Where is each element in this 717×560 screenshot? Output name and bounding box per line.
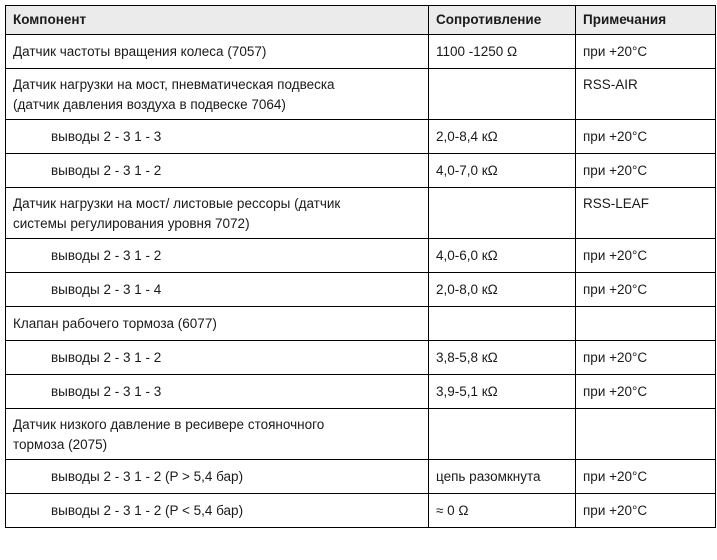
table-header-row xyxy=(6,6,716,35)
table-row xyxy=(6,154,716,188)
component-cell xyxy=(6,409,429,460)
note-cell: при +20°C xyxy=(576,341,716,375)
table-row xyxy=(6,69,716,120)
table-row xyxy=(6,188,716,239)
resistance-table-container xyxy=(5,5,715,528)
table-row xyxy=(6,460,716,494)
component-cell: Клапан рабочего тормоза (6077) xyxy=(6,307,429,341)
resistance-cell xyxy=(429,69,576,120)
table-row xyxy=(6,409,716,460)
note-cell: RSS-AIR xyxy=(576,69,716,120)
header-resistance: Сопротивление xyxy=(429,6,576,35)
resistance-cell: 4,0-7,0 кΩ xyxy=(429,154,576,188)
note-cell: при +20°C xyxy=(576,239,716,273)
table-row xyxy=(6,494,716,528)
resistance-cell: 1100 -1250 Ω xyxy=(429,35,576,69)
table-row xyxy=(6,341,716,375)
note-cell: RSS-LEAF xyxy=(576,188,716,239)
table-row xyxy=(6,239,716,273)
component-line: Датчик нагрузки на мост/ листовые рессоры (датчик xyxy=(13,196,341,211)
component-cell: выводы 2 - 3 1 - 2 xyxy=(6,154,429,188)
resistance-cell: 2,0-8,4 кΩ xyxy=(429,120,576,154)
component-cell: выводы 2 - 3 1 - 2 xyxy=(6,341,429,375)
resistance-cell: 2,0-8,0 кΩ xyxy=(429,273,576,307)
header-notes: Примечания xyxy=(576,6,716,35)
resistance-table xyxy=(5,5,716,528)
resistance-cell xyxy=(429,307,576,341)
component-line: Датчик низкого давление в ресивере стояночного xyxy=(13,417,325,432)
component-cell: выводы 2 - 3 1 - 2 (P > 5,4 бар) xyxy=(6,460,429,494)
note-cell xyxy=(576,409,716,460)
note-cell xyxy=(576,307,716,341)
note-cell: при +20°C xyxy=(576,35,716,69)
component-line: тормоза (2075) xyxy=(13,437,108,452)
resistance-cell: 3,8-5,8 кΩ xyxy=(429,341,576,375)
table-row xyxy=(6,120,716,154)
component-cell xyxy=(6,188,429,239)
component-cell: выводы 2 - 3 1 - 3 xyxy=(6,375,429,409)
resistance-cell xyxy=(429,188,576,239)
note-cell: при +20°C xyxy=(576,273,716,307)
component-cell: выводы 2 - 3 1 - 4 xyxy=(6,273,429,307)
component-line: системы регулирования уровня 7072) xyxy=(13,216,250,231)
table-row xyxy=(6,273,716,307)
note-cell: при +20°C xyxy=(576,494,716,528)
note-cell: при +20°C xyxy=(576,154,716,188)
component-cell: выводы 2 - 3 1 - 3 xyxy=(6,120,429,154)
component-cell: выводы 2 - 3 1 - 2 (P < 5,4 бар) xyxy=(6,494,429,528)
table-row xyxy=(6,35,716,69)
component-cell: Датчик частоты вращения колеса (7057) xyxy=(6,35,429,69)
note-cell: при +20°C xyxy=(576,120,716,154)
resistance-cell: ≈ 0 Ω xyxy=(429,494,576,528)
header-component: Компонент xyxy=(6,6,429,35)
component-cell: выводы 2 - 3 1 - 2 xyxy=(6,239,429,273)
resistance-cell: 3,9-5,1 кΩ xyxy=(429,375,576,409)
resistance-cell: 4,0-6,0 кΩ xyxy=(429,239,576,273)
component-line: (датчик давления воздуха в подвеске 7064) xyxy=(13,97,286,112)
component-line: Датчик нагрузки на мост, пневматическая подвеска xyxy=(13,77,335,92)
note-cell: при +20°C xyxy=(576,460,716,494)
resistance-cell: цепь разомкнута xyxy=(429,460,576,494)
component-cell xyxy=(6,69,429,120)
resistance-cell xyxy=(429,409,576,460)
note-cell: при +20°C xyxy=(576,375,716,409)
table-row xyxy=(6,307,716,341)
table-row xyxy=(6,375,716,409)
